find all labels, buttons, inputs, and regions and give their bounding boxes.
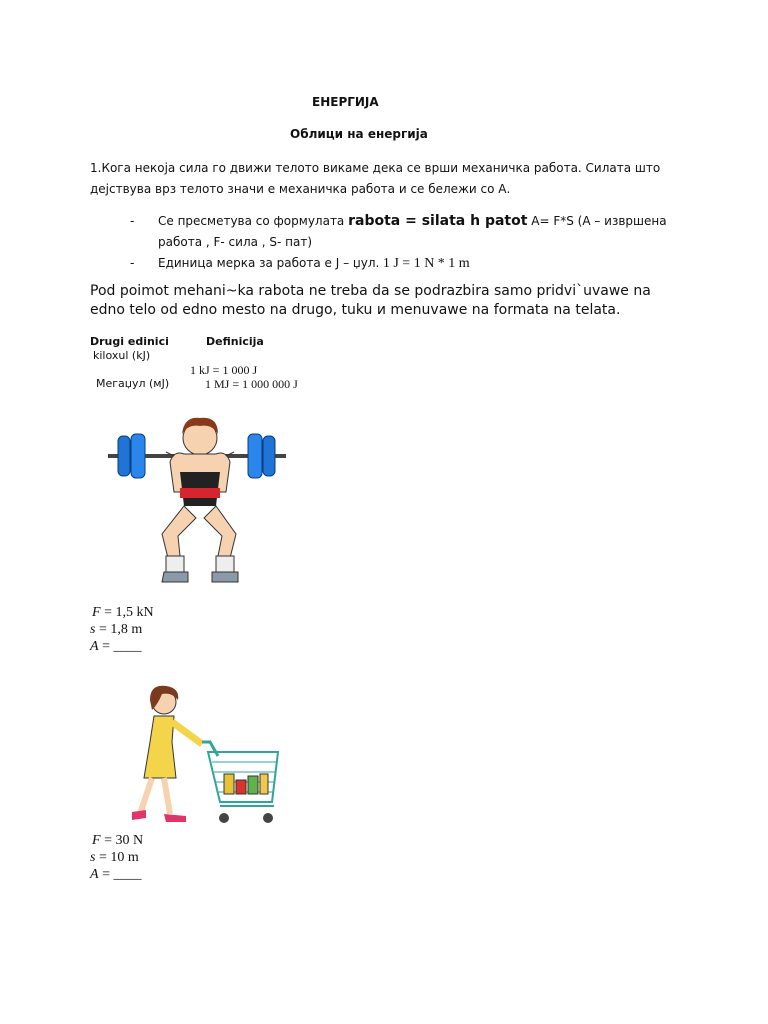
- paragraph-note: Pod poimot mehani~ka rabota ne treba da se podrazbira samo pridvi`uvawe na edno telo od edno mesto na drugo, tuku и menuvawe na formata na telata.: [90, 283, 651, 318]
- example1-work: A = ____: [90, 639, 142, 654]
- table-header-units: Drugi edinici: [90, 335, 169, 348]
- page-subtitle: Облици на енергија: [290, 127, 428, 141]
- table-row1-unit: kiloxul (kJ): [93, 349, 151, 362]
- bullet-formula: [130, 211, 667, 253]
- example2-force: F = 30 N: [92, 833, 144, 848]
- table-row2-def: 1 MJ = 1 000 000 J: [205, 377, 298, 391]
- unit-suffix: 1 J = 1 N * 1 m: [379, 256, 470, 271]
- example1-force: F = 1,5 kN: [92, 605, 154, 620]
- table-header-definition: Definicija: [206, 335, 264, 348]
- formula-prefix: Се пресметува со формулата: [158, 214, 349, 228]
- bullet-unit: [130, 253, 667, 274]
- weightlifter-illustration: [104, 412, 290, 588]
- example2-distance: s = 10 m: [90, 850, 139, 865]
- example1-distance: s = 1,8 m: [90, 622, 143, 637]
- page-title: ЕНЕРГИЈА: [312, 95, 379, 109]
- table-row1-def: 1 kJ = 1 000 J: [190, 363, 258, 377]
- bullet-dash: -: [130, 214, 135, 228]
- table-row2-unit: Мегаџул (мЈ): [96, 377, 170, 390]
- formula-bold: rabota = silata h patot: [348, 213, 528, 229]
- paragraph-definition: 1.Кога некоја сила го движи телото викаме дека се врши механичка работа. Силата што дејствува врз телото значи е механичка работа и се бележи со А.: [90, 161, 661, 196]
- example2-work: A = ____: [90, 867, 142, 882]
- bullet-list: [130, 211, 667, 274]
- formula-line2: работа , F- сила , S- пат): [158, 235, 313, 249]
- woman-shopping-cart-illustration: [128, 682, 284, 828]
- unit-prefix: Единица мерка за работа е J – џул.: [158, 256, 380, 270]
- bullet-dash: -: [130, 256, 135, 270]
- formula-suffix: A= F*S (A – извршена: [527, 214, 667, 228]
